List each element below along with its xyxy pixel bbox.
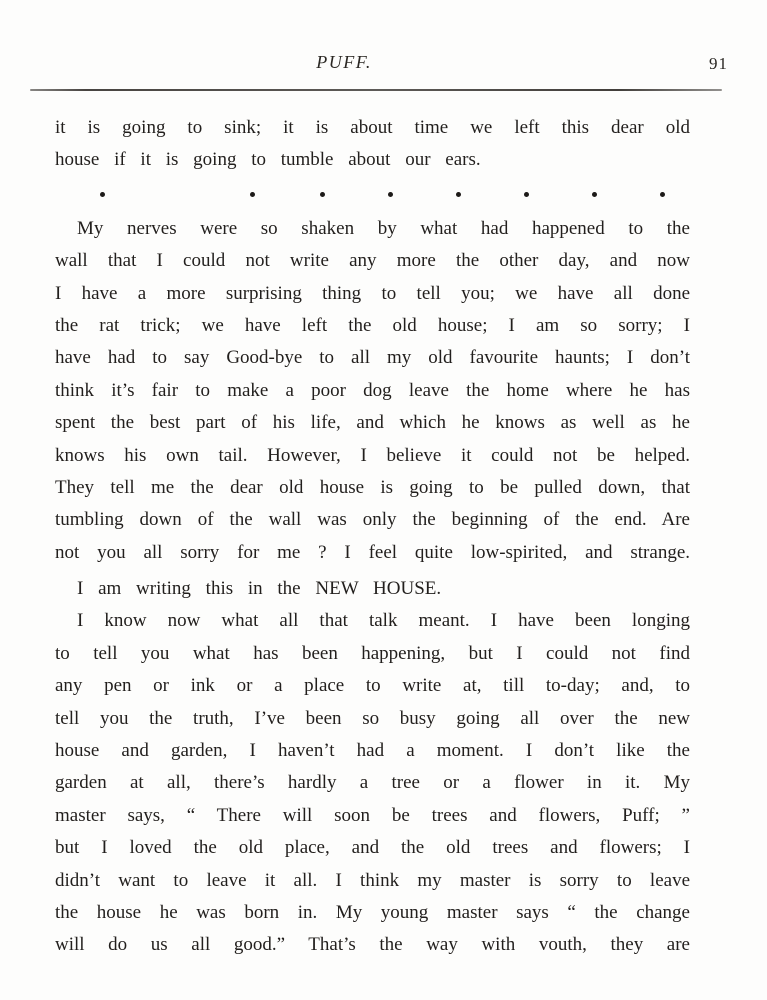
text-line: house if it is going to tumble about our ears.	[55, 149, 481, 171]
paragraph	[55, 573, 690, 605]
text-line: the house he was born in. My young master says “ the change	[55, 901, 690, 923]
separator-dot	[250, 192, 255, 197]
separator-dot	[456, 192, 461, 197]
section-separator-dots	[55, 177, 690, 213]
text-line: will do us all good.” That’s the way with vouth, they are	[55, 934, 690, 956]
text-line: wall that I could not write any more the other day, and now	[55, 250, 690, 272]
text-line: tumbling down of the wall was only the beginning of the end. Are	[55, 509, 690, 531]
text-line: any pen or ink or a place to write at, till to-day; and, to	[55, 675, 690, 697]
text-line: My nerves were so shaken by what had happened to the	[77, 217, 690, 239]
paragraph	[55, 112, 690, 177]
text-line: They tell me the dear old house is going to be pulled down, that	[55, 476, 690, 498]
text-line: to tell you what has been happening, but I could not find	[55, 642, 690, 664]
separator-dot	[592, 192, 597, 197]
running-header	[55, 52, 728, 78]
text-line: spent the best part of his life, and which he knows as well as he	[55, 412, 690, 434]
text-line: garden at all, there’s hardly a tree or a flower in it. My	[55, 772, 690, 794]
paragraph	[55, 605, 690, 961]
text-line: the rat trick; we have left the old house; I am so sorry; I	[55, 314, 690, 336]
paragraph	[55, 213, 690, 569]
page-text	[55, 112, 690, 962]
text-line: I know now what all that talk meant. I have been longing	[77, 610, 690, 632]
text-line: think it’s fair to make a poor dog leave the home where he has	[55, 379, 690, 401]
header-rule	[30, 89, 722, 91]
text-line: didn’t want to leave it all. I think my master is sorry to leave	[55, 869, 690, 891]
text-line: I have a more surprising thing to tell you; we have all done	[55, 282, 690, 304]
text-line: knows his own tail. However, I believe it could not be helped.	[55, 444, 690, 466]
text-line: but I loved the old place, and the old trees and flowers; I	[55, 837, 690, 859]
text-line: house and garden, I haven’t had a moment. I don’t like the	[55, 740, 690, 762]
separator-dot	[388, 192, 393, 197]
separator-dot	[660, 192, 665, 197]
text-line: master says, “ There will soon be trees and flowers, Puff; ”	[55, 804, 690, 826]
separator-dot	[524, 192, 529, 197]
separator-dot	[320, 192, 325, 197]
page-title: PUFF.	[316, 52, 372, 72]
separator-dot	[100, 192, 105, 197]
text-line: I am writing this in the NEW HOUSE.	[77, 578, 442, 600]
text-line: have had to say Good-bye to all my old favourite haunts; I don’t	[55, 347, 690, 369]
text-line: it is going to sink; it is about time we left this dear old	[55, 117, 690, 138]
page-number: 91	[709, 54, 728, 73]
text-line: tell you the truth, I’ve been so busy going all over the new	[55, 707, 690, 729]
text-line: not you all sorry for me ? I feel quite low-spirited, and strange.	[55, 541, 690, 563]
